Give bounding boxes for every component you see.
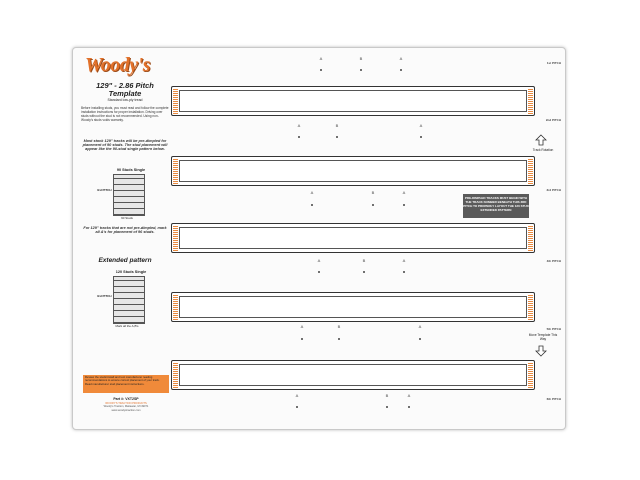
move-template-note: Move Template This Way xyxy=(528,333,558,341)
predimpled-note: Most stock 129" tracks will be pre-dimpled for placement of 90 studs. The stud placement will appear like the 90-stud single pattern below. xyxy=(82,139,168,151)
mark-a: A xyxy=(399,56,403,61)
mark-a: A xyxy=(297,123,301,128)
predimpled-info-box: PRE-DIMPLED TRACKS MUST BEGIN WITH THE TRACK NUMBER BENEATH THIS 3RD PITCH TO PROPERLY LAYOUT THE 120 STUD EXTENDED PATTERN xyxy=(463,194,529,218)
stud-dot xyxy=(336,136,338,138)
arrow-up-icon xyxy=(535,134,547,146)
mark-b: B xyxy=(371,190,375,195)
stud-dot xyxy=(400,69,402,71)
pattern-90-title: 90 Studs Single xyxy=(116,168,146,172)
nondimpled-note: For 129" tracks that are not pre-dimpled, mark all A's for placement of 96 studs. xyxy=(83,226,167,234)
mark-a: A xyxy=(419,123,423,128)
track-end-left xyxy=(173,294,178,320)
track-strip-3 xyxy=(171,223,535,253)
track-end-left xyxy=(173,88,178,114)
pitch-label-1: 1st PITCH xyxy=(546,61,561,65)
stud-dot xyxy=(338,338,340,340)
mark-a: A xyxy=(317,258,321,263)
track-window xyxy=(179,227,527,249)
pattern-pitch-label: 3rd PITCH xyxy=(97,188,112,192)
track-window xyxy=(179,296,527,318)
extended-pattern-heading: Extended pattern xyxy=(98,257,152,264)
pattern-90-caption: 90 Studs xyxy=(121,216,133,220)
mark-a: A xyxy=(418,324,422,329)
track-rotation-note: Track Rotation xyxy=(532,148,554,152)
mark-a: A xyxy=(310,190,314,195)
stud-dot xyxy=(311,204,313,206)
pattern-120-pitch-label: 3rd PITCH xyxy=(97,294,112,298)
stud-dot xyxy=(363,271,365,273)
stud-dot xyxy=(408,406,410,408)
stud-dot xyxy=(296,406,298,408)
warning-box: Review the studs/install and tool manufacturer reading recommendations to ensure correct placement of your track. Read manufacturer stud placement instructions. xyxy=(83,375,169,393)
woodys-logo: Woody's xyxy=(85,54,151,76)
track-end-right xyxy=(528,88,533,114)
stud-dot xyxy=(419,338,421,340)
mark-a: A xyxy=(319,56,323,61)
pattern-120-title: 120 Studs Single xyxy=(115,270,147,274)
track-strip-5 xyxy=(171,360,535,390)
stud-dot xyxy=(403,271,405,273)
pitch-label-3: 3rd PITCH xyxy=(546,188,561,192)
pattern-90-grid xyxy=(113,174,145,216)
stud-dot xyxy=(386,406,388,408)
mark-a: A xyxy=(402,258,406,263)
stud-dot xyxy=(420,136,422,138)
pattern-120-caption: Mark all the A,B's xyxy=(115,324,139,328)
arrow-down-icon xyxy=(535,345,547,357)
mark-a: A xyxy=(295,393,299,398)
pitch-label-2: 2nd PITCH xyxy=(545,118,561,122)
mark-b: B xyxy=(385,393,389,398)
mark-a: A xyxy=(407,393,411,398)
pitch-label-5: 5th PITCH xyxy=(546,327,561,331)
stud-dot xyxy=(298,136,300,138)
track-window xyxy=(179,364,527,386)
track-end-right xyxy=(528,225,533,251)
intro-text: Before installing studs, you must read and follow the complete installation instructions for proper installation. Driving over studs without the stud is not recommended. Using non-Woody's studs voids warranty. xyxy=(81,106,169,122)
part-number: Part #: VXT2SP xyxy=(113,397,139,401)
pitch-label-6: 6th PITCH xyxy=(546,397,561,401)
track-end-right xyxy=(528,362,533,388)
stud-dot xyxy=(403,204,405,206)
pitch-label-4: 4th PITCH xyxy=(546,259,561,263)
mark-b: B xyxy=(362,258,366,263)
template-subtitle: Standard low-ply tread xyxy=(107,98,143,102)
track-end-right xyxy=(528,294,533,320)
stud-dot xyxy=(318,271,320,273)
contact-info: WOODY'S TRACTION PRODUCTS Woody's Traction, Mattawan, MI 49071 www.woodystraction.com xyxy=(103,402,149,412)
track-end-left xyxy=(173,158,178,184)
mark-b: B xyxy=(337,324,341,329)
template-title: 129" - 2.86 Pitch Template xyxy=(96,81,154,98)
template-sheet xyxy=(72,47,566,430)
track-window xyxy=(179,90,527,112)
pattern-120-grid xyxy=(113,276,145,324)
track-strip-1 xyxy=(171,86,535,116)
track-window xyxy=(179,160,527,182)
track-end-left xyxy=(173,225,178,251)
track-end-right xyxy=(528,158,533,184)
track-strip-2 xyxy=(171,156,535,186)
mark-a: A xyxy=(300,324,304,329)
mark-b: B xyxy=(335,123,339,128)
stud-dot xyxy=(320,69,322,71)
stud-dot xyxy=(301,338,303,340)
mark-b: B xyxy=(359,56,363,61)
mark-a: A xyxy=(402,190,406,195)
track-end-left xyxy=(173,362,178,388)
stud-dot xyxy=(372,204,374,206)
stud-dot xyxy=(360,69,362,71)
track-strip-4 xyxy=(171,292,535,322)
